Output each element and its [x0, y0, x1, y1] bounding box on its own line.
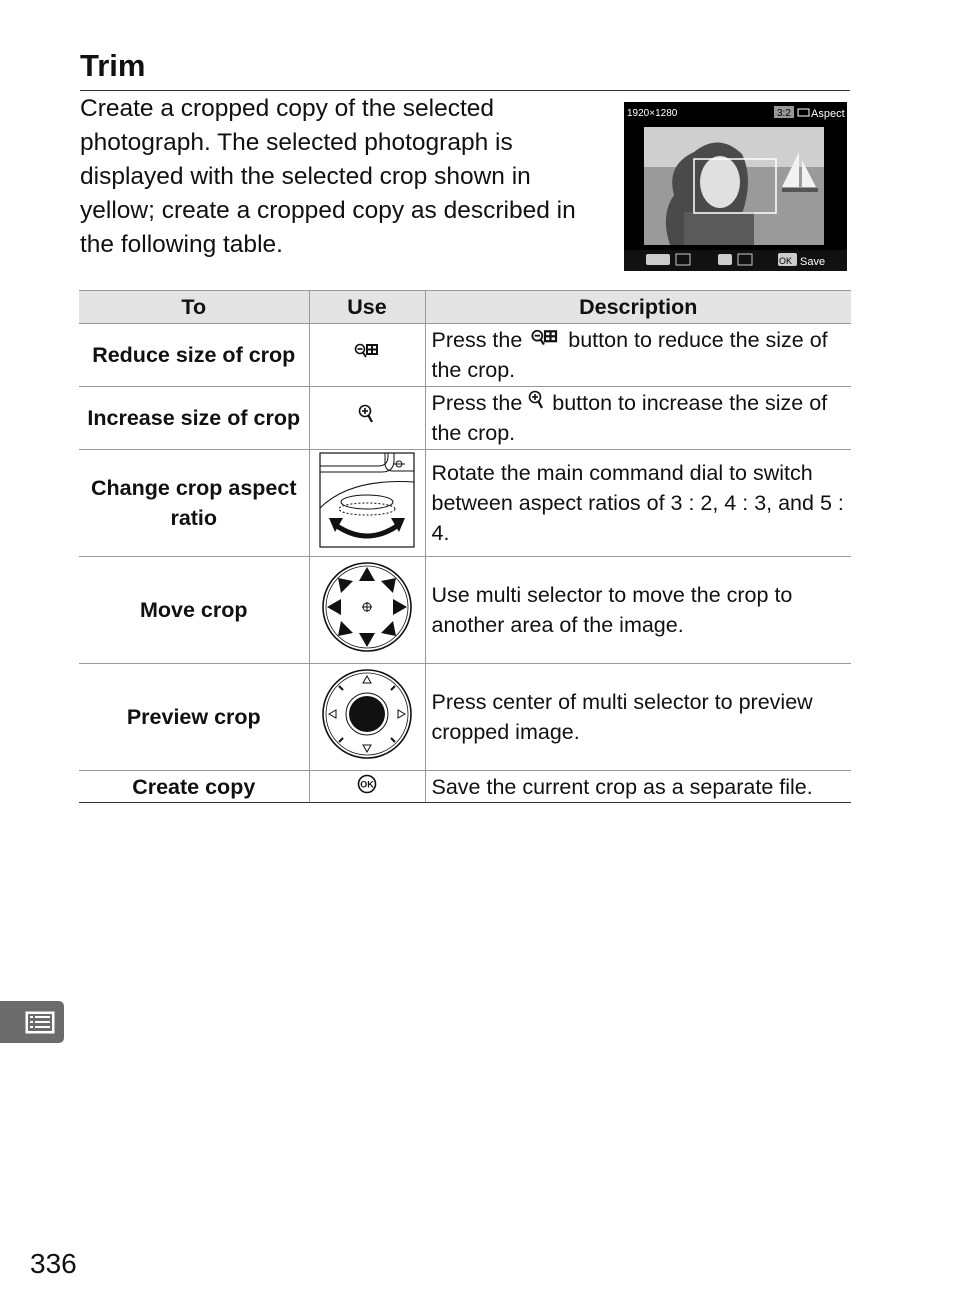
zoom-out-thumbnail-icon [528, 328, 562, 350]
row-desc: Press center of multi selector to preview cropped image. [425, 664, 851, 771]
row-desc: Rotate the main command dial to switch between aspect ratios of 3 : 2, 4 : 3, and 5 : 4. [425, 450, 851, 557]
retouch-menu-tab [0, 1001, 64, 1043]
row-desc-pre: Press the [431, 328, 529, 352]
header-to: To [79, 291, 309, 324]
camera-monitor-image [624, 102, 847, 271]
intro-paragraph: Create a cropped copy of the selected photograph. The selected photograph is displayed with the selected crop shown in yellow; create a cropped copy as described in the following table. [80, 95, 576, 258]
lcd-save-label: Save [800, 256, 826, 268]
row-desc-post: button to increase the size of the crop. [431, 391, 828, 445]
row-to: Move crop [79, 557, 309, 664]
header-use: Use [309, 291, 425, 324]
table-row [79, 450, 851, 557]
table-row [79, 324, 851, 387]
multi-selector-center-icon [319, 666, 415, 762]
zoom-in-icon [358, 403, 376, 427]
zoom-out-thumbnail-icon [354, 342, 380, 362]
table-row [79, 664, 851, 771]
table-row [79, 387, 851, 450]
title-rule [80, 90, 850, 91]
trim-controls-table [79, 290, 851, 803]
retouch-menu-icon [0, 1001, 64, 1043]
lcd-aspect-label: Aspect [811, 108, 845, 120]
row-desc: Save the current crop as a separate file. [425, 771, 851, 803]
page-title: Trim [80, 48, 146, 83]
row-to: Increase size of crop [79, 387, 309, 450]
command-dial-icon [319, 452, 415, 548]
lcd-size-label: 1920×1280 [627, 108, 678, 119]
lcd-ok-label: OK [779, 256, 793, 266]
row-to: Create copy [79, 771, 309, 803]
row-to: Reduce size of crop [79, 324, 309, 387]
table-row [79, 557, 851, 664]
page-number: 336 [30, 1248, 77, 1279]
row-desc-pre: Press the [431, 391, 529, 415]
multi-selector-icon [319, 559, 415, 655]
row-desc-post: button to reduce the size of the crop. [431, 328, 828, 382]
row-desc: Use multi selector to move the crop to another area of the image. [425, 557, 851, 664]
table-row [79, 771, 851, 803]
trim-screen-illustration [624, 102, 847, 271]
header-description: Description [425, 291, 851, 324]
zoom-in-icon [528, 389, 546, 413]
ok-icon-label: OK [360, 779, 374, 789]
ok-button-icon [357, 774, 377, 794]
row-to: Preview crop [79, 664, 309, 771]
lcd-ratio-label: 3:2 [777, 108, 791, 119]
table-header-row [79, 291, 851, 324]
row-to: Change crop aspect ratio [79, 450, 309, 557]
